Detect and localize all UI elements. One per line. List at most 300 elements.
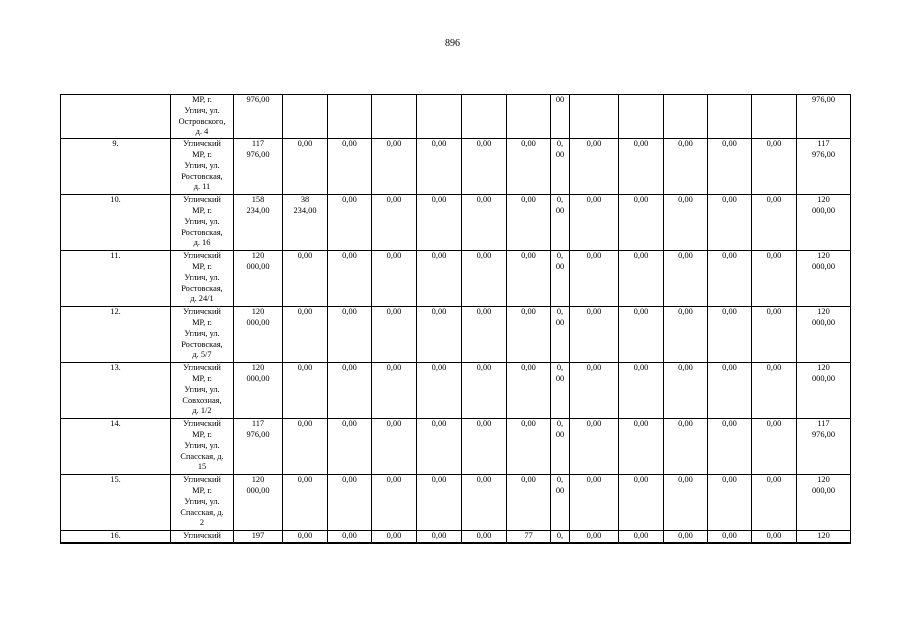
value-line: 0,00: [766, 251, 782, 261]
value-cell: [619, 251, 664, 307]
value-cell: [372, 419, 417, 475]
value-line: 120: [251, 475, 265, 485]
value-line: 0,00: [431, 363, 447, 373]
value-cell: [507, 95, 551, 139]
value-cell: [462, 307, 507, 363]
value-line: 0,00: [586, 307, 602, 317]
value-cell: [752, 95, 797, 139]
value-cell: [752, 195, 797, 251]
value-cell: [234, 95, 283, 139]
value-cell: [283, 531, 328, 543]
value-cell: [328, 363, 372, 419]
address-line: д. 16: [193, 238, 211, 248]
address-line: Угличский: [183, 307, 221, 317]
value-line: 0,00: [342, 251, 357, 261]
value-line: 00: [555, 149, 565, 159]
address-line: д. 1/2: [192, 406, 212, 416]
value-cell: [328, 307, 372, 363]
value-cell: [551, 195, 570, 251]
value-cell: [372, 307, 417, 363]
value-line: 120: [817, 363, 830, 373]
value-line: 0,00: [722, 475, 737, 485]
address-line: Угличский: [183, 251, 221, 261]
value-cell: [372, 251, 417, 307]
value-line: 0,00: [633, 139, 649, 149]
value-cell: [462, 531, 507, 543]
value-cell: [797, 195, 851, 251]
value-line: 0,00: [386, 419, 402, 429]
address-line: д. 24/1: [190, 294, 214, 304]
value-line: 0,: [556, 195, 564, 205]
value-cell: [417, 139, 462, 195]
row-number-cell: 15.: [61, 475, 171, 531]
value-line: 000,00: [811, 261, 836, 271]
value-cell: [234, 139, 283, 195]
value-cell: [462, 363, 507, 419]
table-row: [61, 307, 851, 363]
address-line: Угличский: [183, 139, 221, 149]
value-cell: [372, 195, 417, 251]
value-line: 00: [555, 429, 565, 439]
value-line: 0,00: [476, 475, 492, 485]
value-cell: [283, 307, 328, 363]
value-cell: [570, 139, 619, 195]
value-line: 120: [251, 363, 265, 373]
value-line: 0,00: [297, 139, 313, 149]
value-cell: [797, 419, 851, 475]
value-cell: [372, 475, 417, 531]
value-cell: [417, 95, 462, 139]
value-cell: [283, 195, 328, 251]
value-line: 0,: [556, 363, 564, 373]
value-line: 0,00: [521, 419, 536, 429]
value-cell: [551, 139, 570, 195]
value-line: 000,00: [811, 205, 836, 215]
address-line: Ростовская,: [181, 339, 223, 349]
value-cell: [664, 531, 708, 543]
value-line: 0,00: [386, 475, 402, 485]
address-line: 2: [199, 518, 205, 528]
table-body: [61, 95, 851, 543]
address-line: Спасская, д.: [180, 451, 224, 461]
value-cell: [507, 475, 551, 531]
value-cell: [328, 95, 372, 139]
address-line: д. 4: [195, 127, 209, 137]
value-line: 0,00: [476, 307, 492, 317]
value-cell: [797, 475, 851, 531]
value-line: 0,00: [342, 475, 357, 485]
value-cell: [507, 419, 551, 475]
value-line: 0,00: [386, 307, 402, 317]
value-cell: [752, 363, 797, 419]
table-row: [61, 139, 851, 195]
value-line: 0,00: [633, 251, 649, 261]
value-cell: [752, 251, 797, 307]
address-line: Углич, ул.: [184, 105, 220, 115]
value-cell: [708, 363, 752, 419]
value-line: 0,00: [297, 475, 313, 485]
value-cell: [664, 95, 708, 139]
value-line: 0,00: [521, 363, 536, 373]
address-cell: [171, 195, 234, 251]
value-line: 0,00: [722, 531, 737, 541]
row-number-cell: [61, 95, 171, 139]
value-line: 0,00: [678, 195, 693, 205]
value-line: 0,00: [342, 419, 357, 429]
value-line: 000,00: [246, 317, 270, 327]
value-cell: [551, 531, 570, 543]
value-cell: [752, 307, 797, 363]
data-table: [60, 94, 851, 544]
value-cell: [234, 307, 283, 363]
value-line: 0,00: [521, 475, 536, 485]
value-cell: [372, 95, 417, 139]
address-line: Углич, ул.: [184, 440, 220, 450]
value-cell: [372, 363, 417, 419]
value-cell: [708, 475, 752, 531]
value-line: 120: [251, 251, 265, 261]
value-cell: [551, 251, 570, 307]
value-cell: [708, 95, 752, 139]
value-line: 0,00: [766, 531, 782, 541]
value-line: 0,00: [722, 251, 737, 261]
address-line: Ростовская,: [181, 227, 223, 237]
value-line: 00: [555, 373, 565, 383]
value-line: 0,00: [678, 139, 693, 149]
value-cell: [752, 475, 797, 531]
address-line: МР, г.: [192, 149, 212, 159]
value-line: 0,00: [586, 475, 602, 485]
address-cell: [171, 307, 234, 363]
value-line: 0,00: [722, 307, 737, 317]
value-line: 0,00: [633, 195, 649, 205]
value-cell: [570, 475, 619, 531]
value-line: 0,00: [586, 363, 602, 373]
value-line: 117: [251, 419, 265, 429]
value-line: 120: [817, 195, 830, 205]
table-row: [61, 195, 851, 251]
value-line: 0,00: [678, 475, 693, 485]
value-line: 976,00: [246, 149, 270, 159]
value-cell: [328, 475, 372, 531]
address-cell: [171, 475, 234, 531]
value-line: 0,00: [386, 363, 402, 373]
value-line: 0,00: [678, 363, 693, 373]
value-line: 117: [817, 139, 830, 149]
value-line: 0,00: [722, 195, 737, 205]
value-cell: [372, 139, 417, 195]
value-line: 0,00: [476, 419, 492, 429]
value-line: 120: [817, 475, 830, 485]
value-line: 00: [555, 317, 565, 327]
value-line: 0,00: [476, 139, 492, 149]
value-line: 0,: [556, 139, 564, 149]
value-cell: [234, 195, 283, 251]
address-line: МР, г.: [192, 317, 212, 327]
value-line: 0,00: [431, 251, 447, 261]
value-cell: [328, 195, 372, 251]
value-cell: [797, 251, 851, 307]
value-line: 120: [251, 307, 265, 317]
value-line: 000,00: [811, 317, 836, 327]
value-line: 976,00: [811, 95, 836, 104]
value-line: 0,00: [633, 363, 649, 373]
value-line: 0,00: [586, 251, 602, 261]
value-line: 0,00: [476, 363, 492, 373]
value-line: 0,00: [386, 531, 402, 541]
value-line: 234,00: [293, 205, 317, 215]
value-line: 0,00: [633, 475, 649, 485]
value-line: 117: [817, 419, 830, 429]
address-line: Угличский: [183, 419, 221, 429]
value-line: 0,00: [431, 139, 447, 149]
address-line: МР, г.: [192, 373, 212, 383]
value-line: 0,00: [766, 195, 782, 205]
table-row: [61, 95, 851, 139]
value-cell: [507, 307, 551, 363]
value-cell: [708, 251, 752, 307]
row-number-cell: 9.: [61, 139, 171, 195]
value-cell: [570, 531, 619, 543]
value-cell: [664, 475, 708, 531]
value-line: 120: [817, 307, 830, 317]
address-line: Углич, ул.: [184, 496, 220, 506]
value-line: 0,00: [431, 307, 447, 317]
value-cell: [551, 95, 570, 139]
value-cell: [797, 307, 851, 363]
address-line: 15: [197, 462, 207, 472]
value-cell: [551, 363, 570, 419]
value-line: 0,00: [766, 475, 782, 485]
value-cell: [372, 531, 417, 543]
address-line: Углич, ул.: [184, 216, 220, 226]
table-row: [61, 419, 851, 475]
value-line: 234,00: [246, 205, 270, 215]
address-line: Совхозная,: [182, 395, 222, 405]
value-cell: [619, 307, 664, 363]
value-line: 976,00: [811, 149, 836, 159]
value-cell: [570, 251, 619, 307]
address-cell: [171, 139, 234, 195]
value-line: 0,00: [431, 475, 447, 485]
value-line: 0,00: [476, 251, 492, 261]
value-line: 0,00: [342, 139, 357, 149]
row-number-cell: 14.: [61, 419, 171, 475]
value-line: 0,: [556, 475, 564, 485]
address-line: Углич, ул.: [184, 328, 220, 338]
address-cell: [171, 95, 234, 139]
value-line: 77: [524, 531, 533, 541]
address-line: МР, г.: [192, 95, 212, 104]
value-line: 0,00: [297, 363, 313, 373]
value-line: 00: [555, 261, 565, 271]
value-cell: [664, 419, 708, 475]
value-cell: [234, 251, 283, 307]
row-number-cell: 10.: [61, 195, 171, 251]
value-line: 0,00: [297, 307, 313, 317]
value-line: 0,00: [678, 531, 693, 541]
value-line: 0,00: [342, 195, 357, 205]
row-number-cell: 16.: [61, 531, 171, 543]
address-line: Углич, ул.: [184, 384, 220, 394]
value-line: 00: [555, 205, 565, 215]
address-line: Ростовская,: [181, 171, 223, 181]
address-line: д. 11: [193, 182, 211, 192]
row-number-cell: 12.: [61, 307, 171, 363]
value-cell: [462, 139, 507, 195]
value-cell: [797, 531, 851, 543]
table-row: [61, 251, 851, 307]
value-cell: [462, 251, 507, 307]
value-line: 0,00: [297, 419, 313, 429]
value-cell: [752, 419, 797, 475]
value-line: 0,00: [722, 363, 737, 373]
value-cell: [752, 531, 797, 543]
value-line: 00: [555, 95, 565, 104]
value-line: 0,00: [633, 419, 649, 429]
value-cell: [417, 195, 462, 251]
value-cell: [283, 363, 328, 419]
value-cell: [797, 95, 851, 139]
value-cell: [708, 139, 752, 195]
value-cell: [570, 419, 619, 475]
value-line: 0,00: [678, 419, 693, 429]
value-cell: [551, 475, 570, 531]
value-cell: [664, 251, 708, 307]
row-number-cell: 13.: [61, 363, 171, 419]
value-line: 000,00: [246, 373, 270, 383]
value-line: 0,00: [766, 307, 782, 317]
value-line: 0,00: [766, 419, 782, 429]
value-line: 976,00: [246, 429, 270, 439]
value-line: 0,00: [521, 307, 536, 317]
value-cell: [619, 95, 664, 139]
value-line: 0,00: [521, 139, 536, 149]
value-cell: [664, 195, 708, 251]
value-line: 000,00: [811, 485, 836, 495]
value-line: 0,00: [586, 195, 602, 205]
value-line: 000,00: [811, 373, 836, 383]
value-line: 0,00: [342, 363, 357, 373]
value-cell: [417, 363, 462, 419]
value-cell: [619, 363, 664, 419]
address-cell: [171, 363, 234, 419]
value-line: 0,00: [297, 251, 313, 261]
value-line: 0,00: [386, 139, 402, 149]
value-cell: [619, 531, 664, 543]
value-line: 976,00: [246, 95, 270, 104]
value-cell: [708, 195, 752, 251]
value-cell: [234, 363, 283, 419]
value-cell: [283, 419, 328, 475]
value-line: 0,00: [386, 195, 402, 205]
value-cell: [570, 195, 619, 251]
value-cell: [283, 251, 328, 307]
value-cell: [664, 307, 708, 363]
address-line: Углич, ул.: [184, 160, 220, 170]
value-cell: [462, 95, 507, 139]
value-cell: [664, 139, 708, 195]
value-cell: [417, 251, 462, 307]
value-cell: [507, 251, 551, 307]
value-line: 0,: [556, 419, 564, 429]
value-line: 38: [300, 195, 310, 205]
value-cell: [328, 531, 372, 543]
address-line: д. 5/7: [192, 350, 212, 360]
value-cell: [570, 363, 619, 419]
address-line: Угличский: [183, 363, 221, 373]
value-cell: [708, 419, 752, 475]
value-cell: [619, 475, 664, 531]
value-line: 0,00: [476, 195, 492, 205]
address-line: МР, г.: [192, 429, 212, 439]
value-cell: [797, 363, 851, 419]
value-cell: [417, 419, 462, 475]
value-line: 120: [817, 531, 830, 541]
table-row: [61, 475, 851, 531]
table-row: [61, 363, 851, 419]
address-cell: [171, 531, 234, 543]
value-line: 0,00: [678, 307, 693, 317]
value-cell: [417, 307, 462, 363]
value-cell: [797, 139, 851, 195]
address-line: Ростовская,: [181, 283, 223, 293]
value-cell: [417, 531, 462, 543]
value-cell: [752, 139, 797, 195]
value-line: 117: [251, 139, 265, 149]
value-line: 0,00: [678, 251, 693, 261]
value-cell: [570, 307, 619, 363]
value-line: 0,00: [476, 531, 492, 541]
value-cell: [507, 139, 551, 195]
address-line: Угличский: [183, 195, 221, 205]
value-line: 0,00: [342, 531, 357, 541]
value-line: 0,00: [297, 531, 313, 541]
address-line: МР, г.: [192, 261, 212, 271]
address-line: Островского,: [178, 116, 226, 126]
value-line: 00: [555, 485, 565, 495]
value-cell: [551, 419, 570, 475]
page-number: 896: [445, 38, 460, 49]
address-cell: [171, 251, 234, 307]
value-line: 0,00: [431, 531, 447, 541]
value-line: 0,: [556, 251, 564, 261]
value-cell: [507, 363, 551, 419]
address-line: Углич, ул.: [184, 272, 220, 282]
value-cell: [234, 475, 283, 531]
value-line: 0,00: [586, 139, 602, 149]
value-line: 0,00: [521, 195, 536, 205]
value-cell: [462, 475, 507, 531]
value-cell: [619, 195, 664, 251]
value-line: 000,00: [246, 485, 270, 495]
value-cell: [328, 419, 372, 475]
value-line: 0,: [556, 531, 564, 541]
value-line: 197: [251, 531, 265, 541]
value-cell: [462, 419, 507, 475]
value-line: 0,00: [766, 363, 782, 373]
value-cell: [664, 363, 708, 419]
value-cell: [708, 531, 752, 543]
value-line: 976,00: [811, 429, 836, 439]
table-row: [61, 531, 851, 543]
value-cell: [283, 95, 328, 139]
value-line: 0,00: [431, 419, 447, 429]
address-line: МР, г.: [192, 485, 212, 495]
value-line: 158: [251, 195, 265, 205]
value-line: 0,00: [386, 251, 402, 261]
address-cell: [171, 419, 234, 475]
